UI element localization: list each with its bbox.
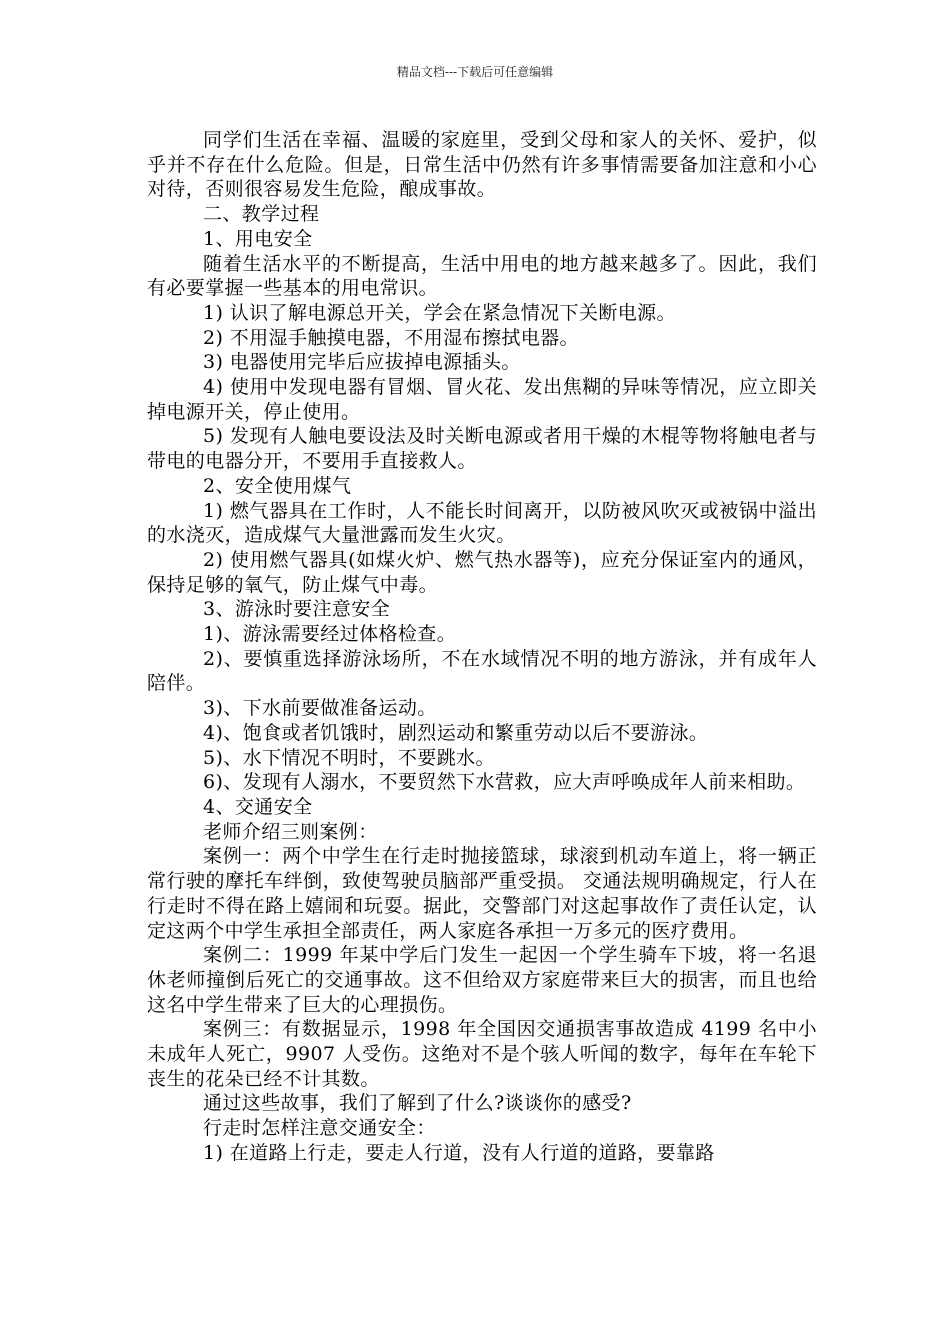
list-item-swimming-1: 1)、游泳需要经过体格检查。 [203, 623, 457, 646]
list-item-swimming-4: 4)、饱食或者饥饿时，剧烈运动和繁重劳动以后不要游泳。 [203, 721, 709, 744]
list-item-electricity-3: 3) 电器使用完毕后应拔掉电源插头。 [203, 351, 521, 374]
document-body [147, 128, 817, 1166]
paragraph-intro: 同学们生活在幸福、温暖的家庭里，受到父母和家人的关怀、爱护，似乎并不存在什么危险。但是，日常生活中仍然有许多事情需要备加注意和小心对待，否则很容易发生危险，酿成事故。 [147, 129, 817, 201]
list-item-gas-1: 1) 燃气器具在工作时，人不能长时间离开，以防被风吹灭或被锅中溢出的水浇灭，造成煤气大量泄露而发生火灾。 [147, 499, 817, 547]
paragraph-case-1: 案例一：两个中学生在行走时抛接篮球，球滚到机动车道上，将一辆正常行驶的摩托车绊倒，致使驾驶员脑部严重受损。 交通法规明确规定，行人在行走时不得在路上嬉闹和玩耍。据此，交警部门对这起事故作了责任认定，认定这两个中学生承担全部责任，两人家庭各承担一万多元的医疗费用。 [147, 845, 817, 942]
list-item-electricity-1: 1) 认识了解电源总开关，学会在紧急情况下关断电源。 [203, 301, 676, 324]
paragraph-electricity-intro: 随着生活水平的不断提高，生活中用电的地方越来越多了。因此，我们有必要掌握一些基本的用电常识。 [147, 252, 817, 300]
list-item-electricity-5: 5) 发现有人触电要设法及时关断电源或者用干燥的木棍等物将触电者与带电的电器分开，不要用手直接救人。 [147, 425, 817, 473]
paragraph-question: 通过这些故事，我们了解到了什么?谈谈你的感受? [203, 1092, 632, 1115]
subheading-swimming-safety: 3、游泳时要注意安全 [203, 598, 391, 621]
paragraph-case-2: 案例二：1999 年某中学后门发生一起因一个学生骑车下坡，将一名退休老师撞倒后死亡的交通事故。这不但给双方家庭带来巨大的损害，而且也给这名中学生带来了巨大的心理损伤。 [147, 944, 817, 1016]
paragraph-case-3: 案例三：有数据显示，1998 年全国因交通损害事故造成 4199 名中小未成年人死亡，9907 人受伤。这绝对不是个骇人听闻的数字，每年在车轮下丧生的花朵已经不计其数。 [147, 1018, 817, 1090]
list-item-walking-1: 1) 在道路上行走，要走人行道，没有人行道的道路，要靠路 [203, 1141, 715, 1164]
subheading-electricity-safety: 1、用电安全 [203, 227, 313, 250]
list-item-swimming-3: 3)、下水前要做准备运动。 [203, 697, 437, 720]
paragraph-cases-intro: 老师介绍三则案例： [203, 820, 378, 843]
paragraph-walking-safety: 行走时怎样注意交通安全： [203, 1117, 436, 1140]
list-item-gas-2: 2) 使用燃气器具(如煤火炉、燃气热水器等)，应充分保证室内的通风，保持足够的氧气，防止煤气中毒。 [147, 548, 817, 596]
list-item-swimming-6: 6)、发现有人溺水，不要贸然下水营救，应大声呼唤成年人前来相助。 [203, 771, 806, 794]
subheading-traffic-safety: 4、交通安全 [203, 795, 313, 818]
list-item-swimming-5: 5)、水下情况不明时，不要跳水。 [203, 746, 495, 769]
list-item-swimming-2: 2)、要慎重选择游泳场所，不在水域情况不明的地方游泳，并有成年人陪伴。 [147, 647, 817, 695]
list-item-electricity-2: 2) 不用湿手触摸电器，不用湿布擦拭电器。 [203, 326, 579, 349]
section-heading-teaching-process: 二、教学过程 [203, 203, 320, 226]
subheading-gas-safety: 2、安全使用煤气 [203, 474, 352, 497]
page-header: 精品文档---下载后可任意编辑 [396, 65, 554, 79]
list-item-electricity-4: 4) 使用中发现电器有冒烟、冒火花、发出焦糊的异味等情况，应立即关掉电源开关，停止使用。 [147, 376, 817, 423]
